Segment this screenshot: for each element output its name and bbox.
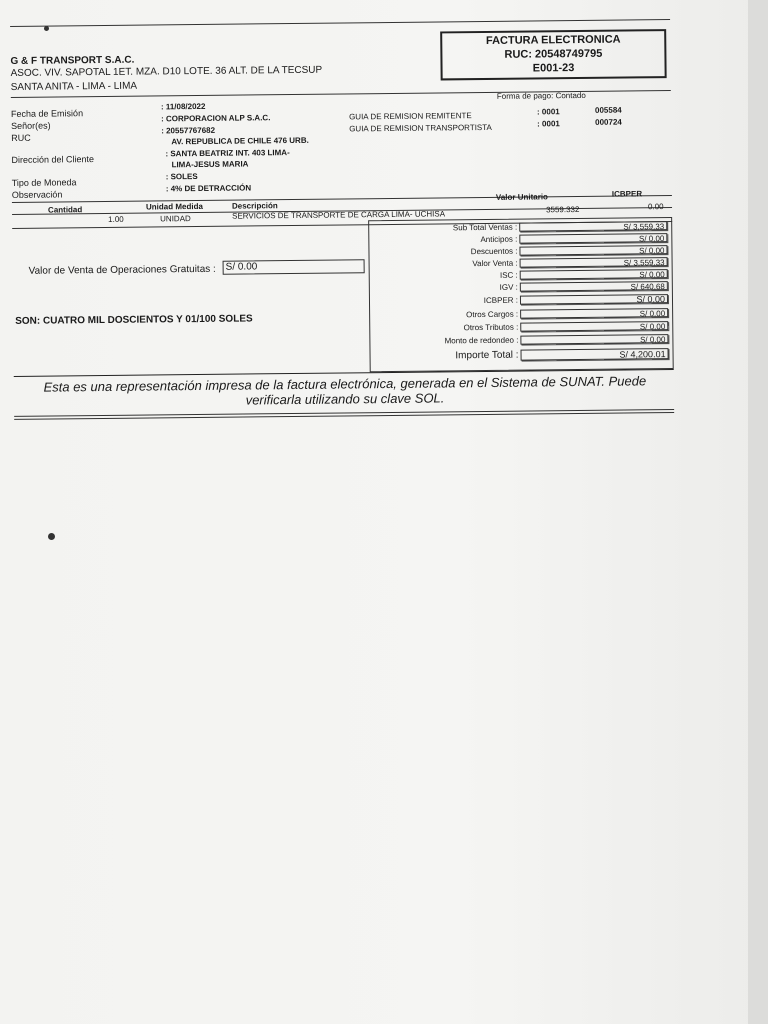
total-value: S/ 640.68 — [520, 281, 668, 292]
guia-remitente-label: GUIA DE REMISION REMITENTE — [349, 111, 472, 122]
row-icbper: 0.00 — [647, 202, 664, 212]
row-unidad: UNIDAD — [160, 214, 191, 224]
total-row — [370, 294, 670, 309]
guia-transportista-number: 000724 — [595, 117, 622, 127]
direccion-line3: LIMA-JESUS MARIA — [171, 159, 249, 170]
total-value: S/ 0.00 — [520, 321, 668, 332]
total-value: S/ 0.00 — [520, 294, 668, 305]
invoice-title: FACTURA ELECTRONICA — [485, 33, 621, 47]
sunat-notice-line2: verificarla utilizando su clave SOL. — [245, 390, 445, 408]
guia-transportista-label: GUIA DE REMISION TRANSPORTISTA — [349, 122, 492, 134]
company-city: SANTA ANITA - LIMA - LIMA — [10, 80, 138, 93]
payment-method: Forma de pago: Contado — [496, 90, 586, 101]
total-label: ICBPER : — [483, 295, 519, 306]
col-descripcion: Descripción — [231, 201, 278, 211]
total-value: S/ 0.00 — [520, 269, 668, 280]
row-descripcion: SERVICIOS DE TRANSPORTE DE CARGA LIMA- UCHISA — [232, 209, 446, 221]
total-label: Valor Venta : — [472, 258, 518, 269]
senor-label: Señor(es) — [11, 120, 51, 131]
table-top-rule — [12, 195, 672, 203]
moneda-value: : SOLES — [165, 172, 198, 182]
totals-box — [368, 217, 674, 372]
total-value: S/ 0.00 — [520, 308, 668, 319]
ruc-value: : 20557767682 — [161, 125, 216, 136]
importe-total-label: Importe Total : — [455, 349, 519, 362]
total-label: Anticipos : — [480, 234, 518, 245]
total-label: Sub Total Ventas : — [452, 222, 518, 233]
total-value: S/ 0.00 — [519, 245, 667, 256]
senor-value: : CORPORACION ALP S.A.C. — [161, 113, 271, 124]
moneda-label: Tipo de Moneda — [11, 177, 77, 188]
invoice-id-box — [440, 29, 667, 80]
sunat-notice-line1: Esta es una representación impresa de la factura electrónica, generada en el Sistema de SUNAT. Puede — [43, 373, 647, 395]
total-label: Otros Cargos : — [466, 309, 519, 320]
invoice-number: E001-23 — [532, 62, 575, 75]
fecha-value: : 11/08/2022 — [160, 101, 206, 112]
total-value: S/ 3,559.33 — [520, 257, 668, 268]
sunat-notice — [10, 373, 680, 410]
importe-total-row — [371, 348, 671, 365]
importe-total-value: S/ 4,200.01 — [521, 348, 669, 361]
fecha-label: Fecha de Emisión — [10, 108, 84, 119]
total-label: Otros Tributos : — [463, 322, 519, 333]
total-value: S/ 0.00 — [519, 233, 667, 244]
col-unidad: Unidad Medida — [145, 201, 203, 212]
observacion-value: : 4% DE DETRACCIÓN — [165, 183, 252, 194]
gratuitas-label: Valor de Venta de Operaciones Gratuitas : — [28, 263, 216, 277]
direccion-label: Dirección del Cliente — [11, 154, 95, 165]
total-label: ISC : — [499, 270, 518, 280]
punch-mark — [48, 533, 55, 540]
direccion-line2: : SANTA BEATRIZ INT. 403 LIMA- — [165, 148, 290, 159]
guia-remitente-serie: : 0001 — [536, 107, 560, 117]
amount-in-words: SON: CUATRO MIL DOSCIENTOS Y 01/100 SOLES — [15, 313, 253, 327]
total-value: S/ 0.00 — [520, 334, 668, 345]
total-label: Descuentos : — [470, 246, 518, 257]
guia-transportista-serie: : 0001 — [537, 119, 560, 129]
direccion-line1: AV. REPUBLICA DE CHILE 476 URB. — [171, 135, 309, 147]
invoice — [6, 11, 680, 438]
guia-remitente-number: 005584 — [594, 105, 622, 115]
company-name: G & F TRANSPORT S.A.C. — [10, 54, 135, 67]
col-cantidad: Cantidad — [47, 205, 83, 215]
total-value: S/ 3,559.33 — [519, 221, 667, 232]
total-label: IGV : — [499, 282, 518, 292]
top-rule — [10, 19, 670, 27]
invoice-ruc: RUC: 20548749795 — [504, 47, 603, 61]
row-cantidad: 1.00 — [108, 214, 124, 224]
row-valor-unitario: 3559.332 — [545, 205, 580, 215]
ruc-label: RUC — [11, 132, 31, 143]
observacion-label: Observación — [11, 189, 63, 200]
col-icbper: ICBPER — [611, 189, 643, 199]
page-edge — [748, 0, 768, 1024]
total-label: Monto de redondeo : — [444, 335, 519, 346]
gratuitas-value: S/ 0.00 — [223, 259, 365, 274]
company-address: ASOC. VIV. SAPOTAL 1ET. MZA. D10 LOTE. 36 ALT. DE LA TECSUP — [10, 64, 323, 79]
col-valor-unitario: Valor Unitario — [495, 192, 548, 202]
total-row — [370, 334, 670, 349]
